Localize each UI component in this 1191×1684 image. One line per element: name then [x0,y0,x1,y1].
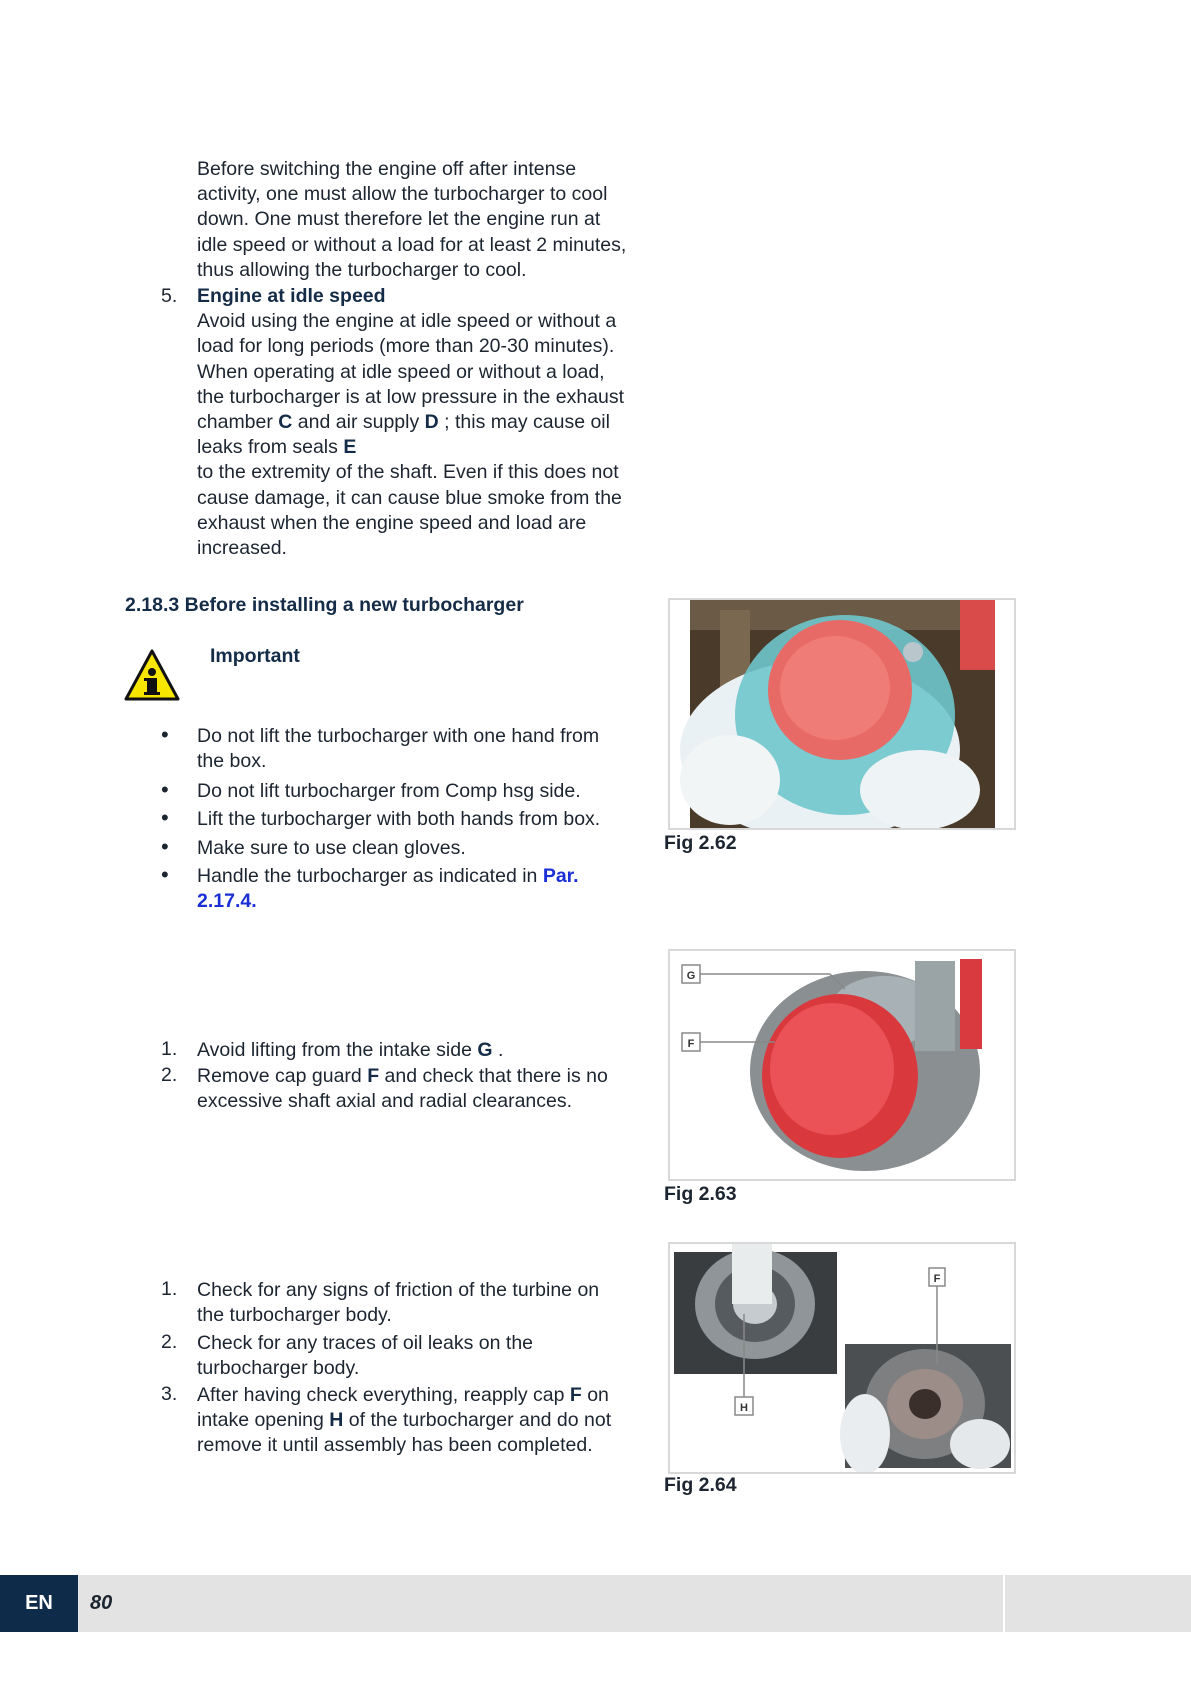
item-5-line: Avoid using the engine at idle speed or without a [197,310,617,333]
footer-bar [0,1575,1191,1632]
bullet-item: Do not lift the turbocharger with one hand from the box. [197,725,600,773]
bullet-dot: • [161,834,169,859]
figure-2-62-image [668,598,1016,830]
intro-line: idle speed or without a load for at least 2 minutes, [197,233,627,256]
footer-divider [1003,1575,1005,1632]
item-5-line: chamber C and air supply D ; this may cause oil [197,411,610,434]
item-5-number: 5. [161,285,178,307]
item-5-line: load for long periods (more than 20-30 minutes). [197,335,615,358]
item-5-line: to the extremity of the shaft. Even if this does not [197,461,619,484]
item-5-line: When operating at idle speed or without a load, [197,360,605,383]
bullet-item: Lift the turbocharger with both hands from box. [197,808,601,830]
list-b-item: Check for any traces of oil leaks on the turbocharger body. [197,1332,534,1380]
footer-page-number: 80 [90,1592,113,1614]
list-a-number: 1. [161,1038,178,1060]
figure-label-f: F [933,1273,941,1285]
list-a-item: Remove cap guard F and check that there is no excessive shaft axial and radial clearances. [197,1065,608,1113]
list-b-number: 1. [161,1278,178,1300]
bullet-dot: • [161,722,169,747]
section-heading: 2.18.3 Before installing a new turbocharger [125,594,524,616]
figure-2-63-caption: Fig 2.63 [664,1183,737,1205]
list-b-number: 3. [161,1383,178,1405]
figure-2-64-caption: Fig 2.64 [664,1474,737,1496]
bullet-item: Do not lift turbocharger from Comp hsg side. [197,780,581,802]
item-5 [197,284,647,561]
list-b-number: 2. [161,1331,178,1353]
bullet-dot: • [161,862,169,887]
bullet-dot: • [161,777,169,802]
bullet-item: Make sure to use clean gloves. [197,837,466,859]
figure-2-62-caption: Fig 2.62 [664,832,737,854]
item-5-line: exhaust when the engine speed and load are [197,511,587,534]
warning-info-icon [123,648,181,702]
item-5-line: increased. [197,537,287,560]
list-a-item: Avoid lifting from the intake side G . [197,1039,504,1061]
item-5-line: leaks from seals E [197,436,357,459]
list-a-number: 2. [161,1064,178,1086]
important-label: Important [210,645,300,667]
item-5-line: the turbocharger is at low pressure in the exhaust [197,385,625,408]
intro-line: down. One must therefore let the engine run at [197,208,601,231]
figure-label-h: H [740,1402,748,1414]
list-b-item: Check for any signs of friction of the turbine on the turbocharger body. [197,1279,600,1327]
intro-line: activity, one must allow the turbocharger to cool [197,183,608,206]
item-5-line: cause damage, it can cause blue smoke from the [197,486,622,509]
intro-paragraph [197,157,647,283]
figure-label-g: G [686,970,696,982]
intro-line: thus allowing the turbocharger to cool. [197,258,527,281]
item-5-title: Engine at idle speed [197,285,386,307]
intro-line: Before switching the engine off after intense [197,158,577,180]
par-link[interactable]: 2.17.4. [197,890,257,913]
figure-2-64-image [668,1242,1016,1474]
footer-language: EN [0,1575,78,1632]
bullet-dot: • [161,805,169,830]
figure-2-63-image [668,949,1016,1181]
par-link[interactable]: Par. [542,865,579,887]
figure-label-f: F [687,1038,695,1050]
bullet-item: Handle the turbocharger as indicated in Par. 2.17.4. [197,865,579,913]
list-b-item: After having check everything, reapply cap F on intake opening H of the turbocharger and do not remove it until assembly has been completed. [197,1384,612,1457]
